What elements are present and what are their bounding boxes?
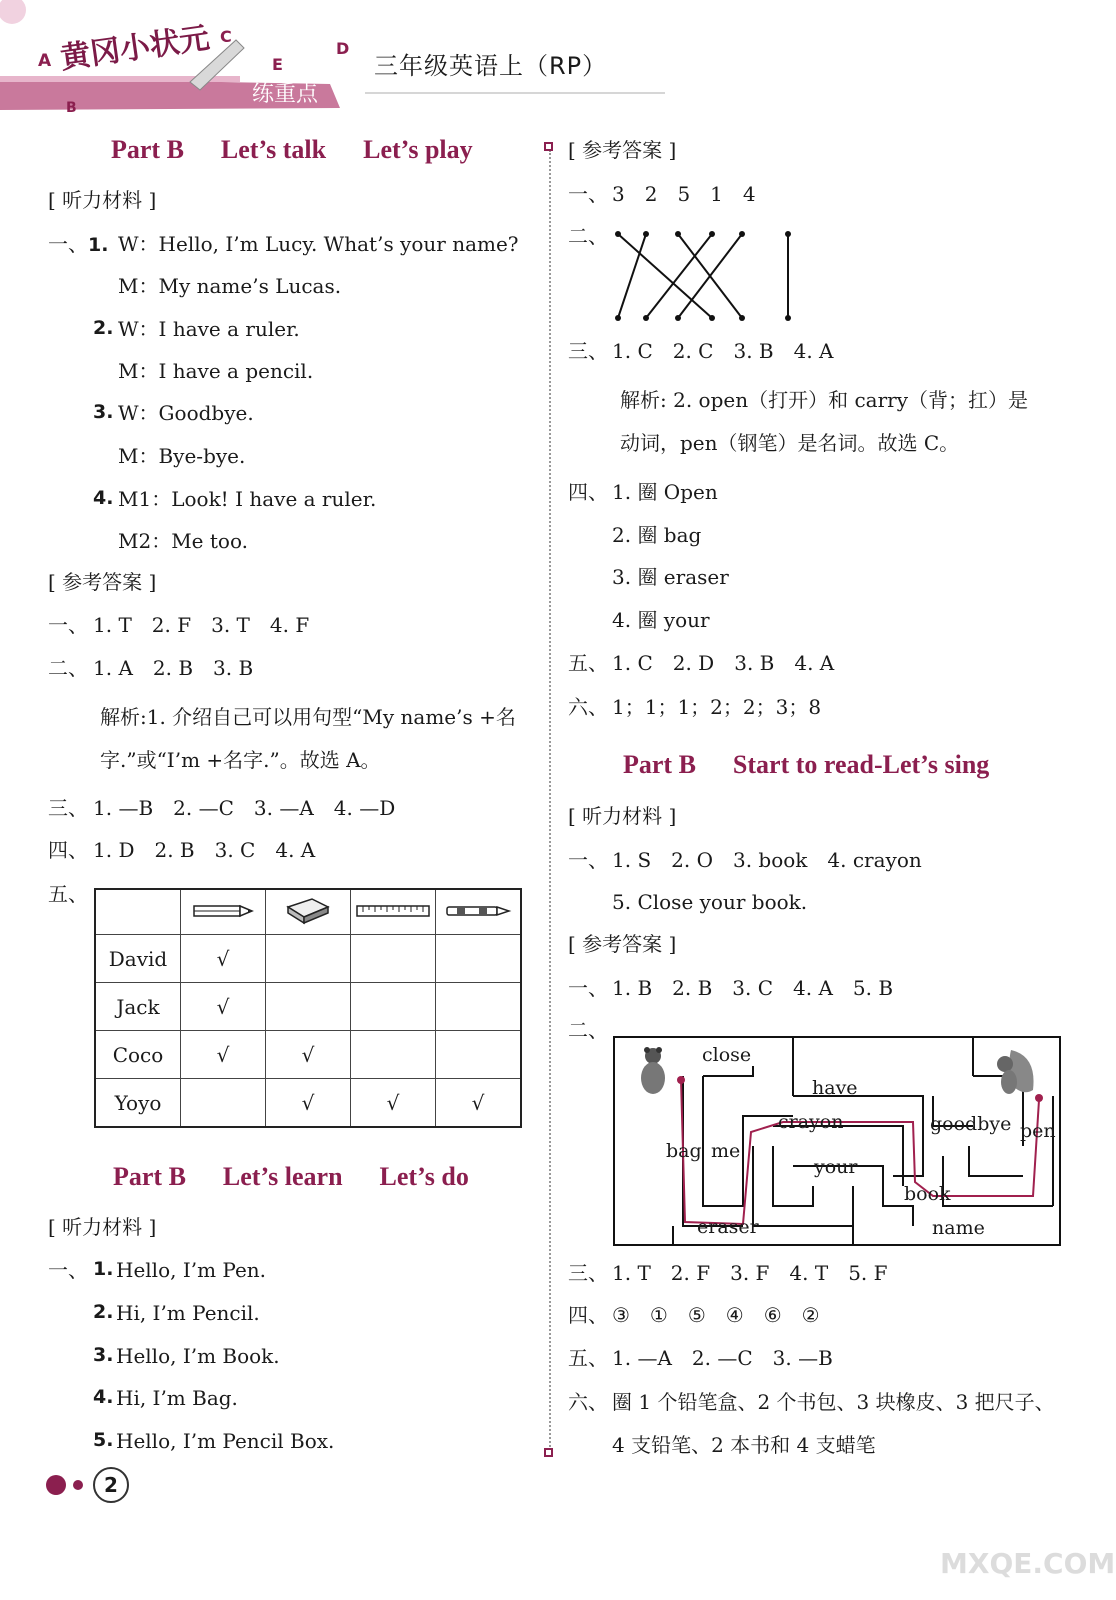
section-title-1: Let’s learn [222, 1162, 343, 1191]
list-item-text: Hello, I’m Pen. [116, 1258, 267, 1282]
answer-line: 4. 圈 your [612, 608, 710, 632]
table-row [95, 983, 521, 1031]
check-cell [351, 935, 436, 983]
list-item-text: M：I have a pencil. [118, 359, 314, 383]
check-cell: √ [181, 983, 266, 1031]
row-name: Yoyo [95, 1079, 181, 1128]
check-cell [436, 1031, 522, 1079]
item-prefix: 一、 [48, 232, 88, 256]
maze-word-eraser: eraser [697, 1216, 759, 1238]
check-cell [266, 983, 351, 1031]
svg-text:E: E [272, 55, 283, 74]
answer-line: 1. T 2. F 3. F 4. T 5. F [612, 1261, 888, 1285]
answer-line: ③ ① ⑤ ④ ⑥ ② [612, 1303, 820, 1327]
answer-prefix: 六、 [568, 1390, 608, 1414]
watermark [920, 1490, 1116, 1590]
check-cell: √ [351, 1079, 436, 1128]
answer-prefix: 二、 [48, 656, 88, 680]
answer-tag: [ 参考答案 ] [568, 138, 677, 162]
answer-tag: [ 参考答案 ] [568, 932, 677, 956]
list-item-text: W：I have a ruler. [118, 317, 300, 341]
answer-line: 1. 圈 Open [612, 480, 718, 504]
listening-tag: [ 听力材料 ] [48, 188, 157, 212]
listening-tag: [ 听力材料 ] [568, 804, 677, 828]
svg-text:D: D [336, 39, 350, 58]
item-number: 5. [93, 1429, 114, 1451]
item-number: 4. [93, 487, 114, 509]
item-number: 2. [93, 317, 114, 339]
section-heading-read [623, 752, 989, 778]
answer-prefix: 六、 [568, 695, 608, 719]
list-item-text: Hello, I’m Book. [116, 1344, 280, 1368]
section-title-1: Start to read-Let’s sing [732, 750, 990, 779]
analysis-line: 解析: 2. open（打开）和 carry（背；扛）是 [620, 388, 1028, 412]
divider-cap-bottom [544, 1448, 553, 1457]
item-number: 1. [88, 234, 109, 256]
table-row [95, 1031, 521, 1079]
item-number: 1. [93, 1258, 114, 1280]
maze-word-me: me [711, 1140, 741, 1162]
check-cell: √ [266, 1079, 351, 1128]
list-item-text: Hello, I’m Pencil Box. [116, 1429, 335, 1453]
check-cell: √ [266, 1031, 351, 1079]
maze-word-name: name [932, 1217, 985, 1239]
answer-line: 2. 圈 bag [612, 523, 702, 547]
footer-dot-small [73, 1480, 83, 1490]
list-item-text: M1：Look! I have a ruler. [118, 487, 377, 511]
answer-line: 1. C 2. C 3. B 4. A [612, 339, 834, 363]
section-title-2: Let’s play [363, 135, 473, 164]
answer-prefix: 四、 [568, 1303, 608, 1327]
maze-word-your: your [814, 1156, 858, 1178]
row-name: Jack [95, 983, 181, 1031]
answer-line: 圈 1 个铅笔盒、2 个书包、3 块橡皮、3 把尺子、 [612, 1390, 1055, 1414]
answer-prefix: 三、 [568, 339, 608, 363]
answer-line: 1. C 2. D 3. B 4. A [612, 651, 835, 675]
answer-line: 3. 圈 eraser [612, 565, 729, 589]
checklist-table [94, 888, 522, 1128]
section-part: Part B [623, 750, 696, 779]
section-title-2: Let’s do [379, 1162, 469, 1191]
answer-prefix: 一、 [48, 613, 88, 637]
maze-word-book: book [904, 1183, 951, 1205]
answer-prefix: 五、 [568, 1346, 608, 1370]
page-number: 2 [93, 1467, 129, 1503]
list-item-text: W：Goodbye. [118, 401, 254, 425]
answer-line: 1. S 2. O 3. book 4. crayon [612, 848, 922, 872]
maze-word-pen: pen [1020, 1120, 1056, 1142]
divider-cap-top [544, 142, 553, 151]
item-number: 2. [93, 1301, 114, 1323]
maze-word-have: have [812, 1077, 858, 1099]
table-row [95, 935, 521, 983]
sub-brand: 练重点 [252, 82, 319, 107]
section-heading-learn [113, 1164, 469, 1190]
analysis-line: 解析:1. 介绍自己可以用句型“My name’s +名 [100, 705, 516, 729]
maze-word-goodbye: goodbye [930, 1113, 1012, 1135]
maze-word-close: close [702, 1044, 752, 1066]
answer-line: 1. A 2. B 3. B [93, 656, 254, 680]
section-part: Part B [111, 135, 184, 164]
answer-prefix: 四、 [48, 838, 88, 862]
table-row [95, 1079, 521, 1128]
header-rule [365, 92, 665, 94]
answer-line: 4 支铅笔、2 本书和 4 支蜡笔 [612, 1433, 876, 1457]
check-cell [351, 1031, 436, 1079]
answer-prefix: 三、 [48, 796, 88, 820]
logo-text: 黄冈小状元 [58, 20, 212, 77]
section-title-1: Let’s talk [220, 135, 327, 164]
check-cell: √ [181, 935, 266, 983]
section-part: Part B [113, 1162, 186, 1191]
answer-line: 1. —A 2. —C 3. —B [612, 1346, 833, 1370]
list-item [48, 234, 108, 255]
ruler-icon [351, 889, 436, 935]
check-cell [436, 935, 522, 983]
check-cell: √ [181, 1031, 266, 1079]
row-name: David [95, 935, 181, 983]
crayon-icon [436, 889, 522, 935]
maze-word-crayon: crayon [778, 1111, 844, 1133]
watermark-text: MXQE.COM [940, 1547, 1116, 1580]
check-cell [266, 935, 351, 983]
maze-word-bag: bag [666, 1140, 702, 1162]
answer-line: 3 2 5 1 4 [612, 182, 756, 206]
answer-line: 1. T 2. F 3. T 4. F [93, 613, 310, 637]
table-header-row [95, 889, 521, 935]
footer-dot-large [46, 1475, 66, 1495]
page-title: 三年级英语上（RP） [374, 52, 608, 80]
list-item-text: M：My name’s Lucas. [118, 274, 342, 298]
listening-tag: [ 听力材料 ] [48, 1215, 157, 1239]
eraser-icon [266, 889, 351, 935]
item-number: 4. [93, 1386, 114, 1408]
answer-line: 1. —B 2. —C 3. —A 4. —D [93, 796, 396, 820]
answer-tag: [ 参考答案 ] [48, 570, 157, 594]
svg-text:C: C [220, 27, 232, 46]
list-item-text: Hi, I’m Bag. [116, 1386, 238, 1410]
list-item-text: M：Bye-bye. [118, 444, 246, 468]
row-name: Coco [95, 1031, 181, 1079]
analysis-line: 动词，pen（钢笔）是名词。故选 C。 [620, 431, 960, 455]
pencil-icon [181, 889, 266, 935]
list-item-text: M2：Me too. [118, 529, 248, 553]
answer-prefix: 二、 [568, 1018, 608, 1042]
check-cell [351, 983, 436, 1031]
answer-prefix: 一、 [568, 182, 608, 206]
check-cell: √ [436, 1079, 522, 1128]
matching-lines [606, 224, 806, 328]
list-item-text: W：Hello, I’m Lucy. What’s your name? [118, 232, 519, 256]
svg-text:B: B [66, 100, 77, 116]
answer-prefix: 一、 [568, 976, 608, 1000]
answer-prefix: 二、 [568, 224, 608, 248]
answer-line: 1. D 2. B 3. C 4. A [93, 838, 316, 862]
table-corner [95, 889, 181, 935]
answer-line: 1；1；1；2；2；3；8 [612, 695, 822, 719]
item-number: 3. [93, 1344, 114, 1366]
analysis-line: 字.”或“I’m +名字.”。故选 A。 [100, 748, 381, 772]
check-cell [436, 983, 522, 1031]
answer-prefix: 五、 [48, 882, 88, 906]
item-number: 3. [93, 401, 114, 423]
answer-line: 5. Close your book. [612, 890, 808, 914]
check-cell [181, 1079, 266, 1128]
svg-text:A: A [38, 51, 52, 71]
answer-line: 1. B 2. B 3. C 4. A 5. B [612, 976, 894, 1000]
answer-prefix: 五、 [568, 651, 608, 675]
section-heading-talk [111, 137, 473, 163]
list-item-text: Hi, I’m Pencil. [116, 1301, 260, 1325]
answer-prefix: 四、 [568, 480, 608, 504]
item-prefix: 一、 [48, 1258, 88, 1282]
answer-prefix: 一、 [568, 848, 608, 872]
answer-prefix: 三、 [568, 1261, 608, 1285]
column-divider [549, 150, 551, 1450]
